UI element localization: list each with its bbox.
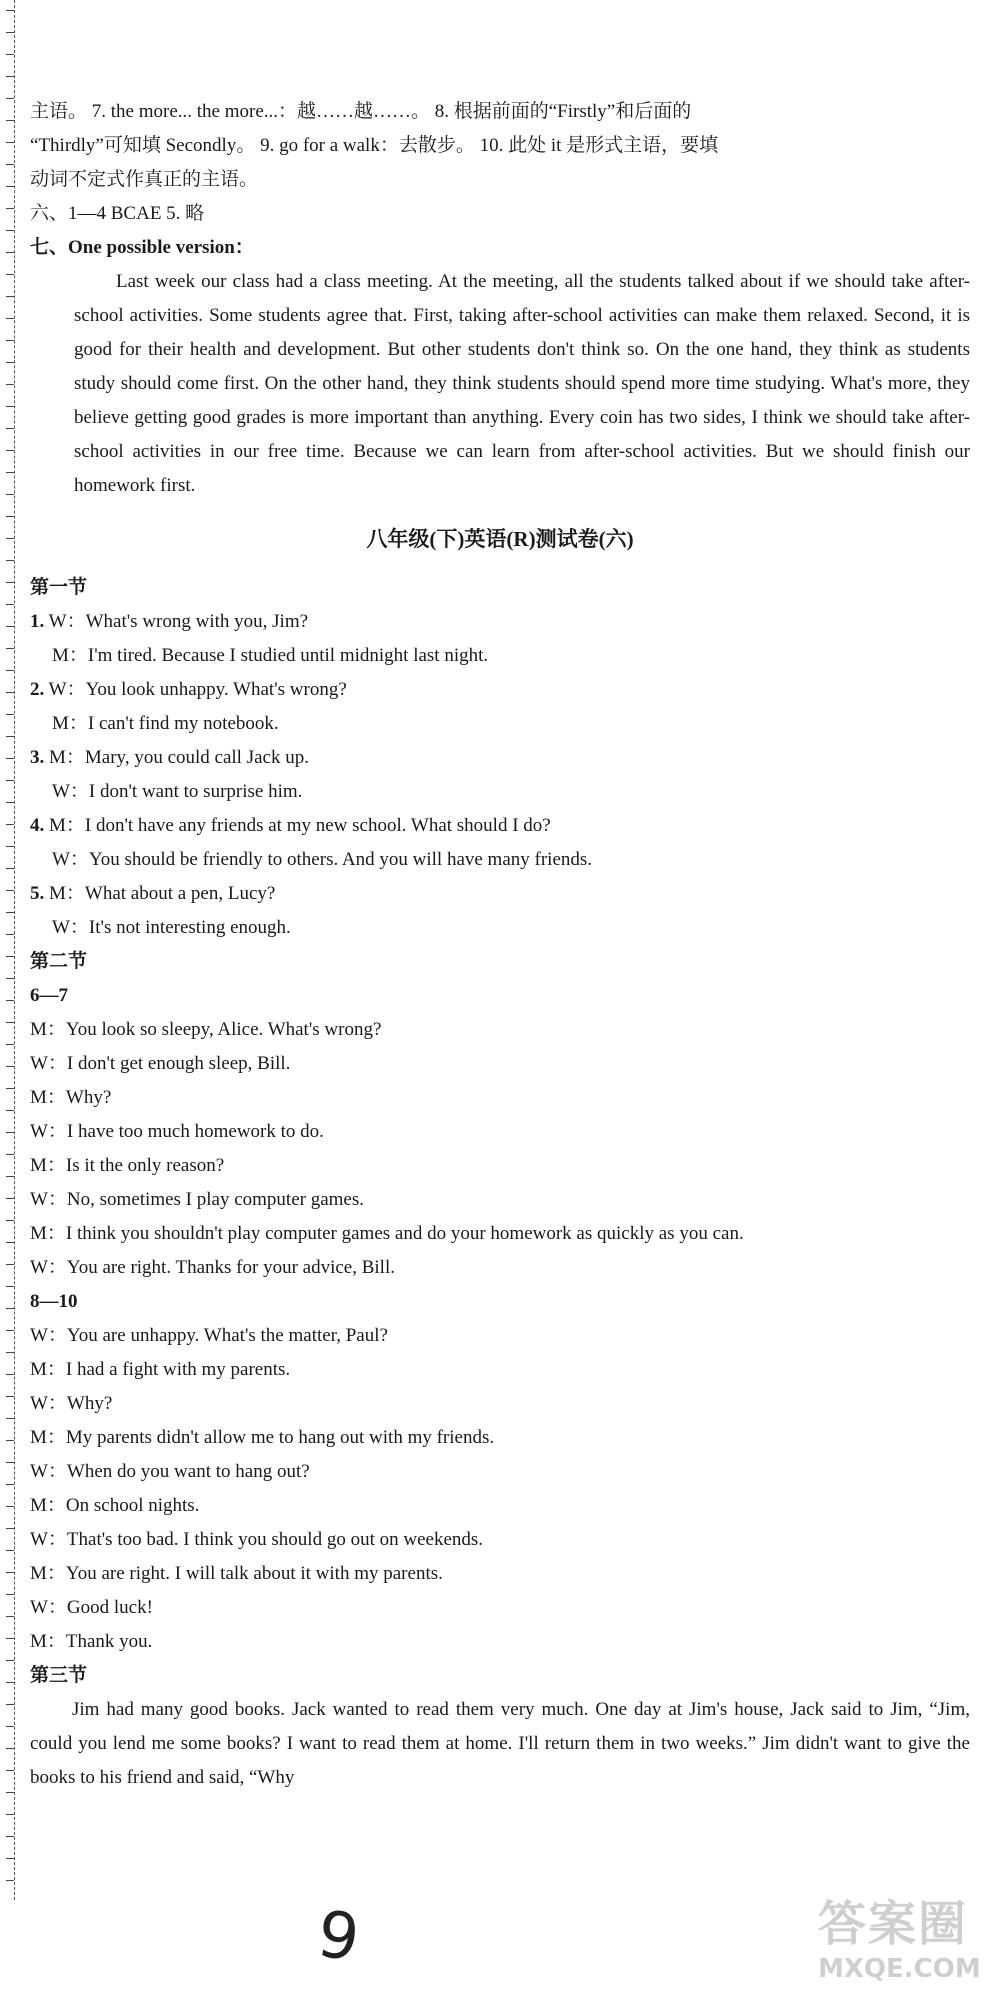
group1-label: 6—7	[30, 985, 68, 1006]
dialogue-line	[30, 741, 970, 775]
dialogue-line: W：When do you want to hang out?	[30, 1461, 310, 1482]
test-title: 八年级(下)英语(R)测试卷(六)	[366, 527, 634, 551]
section-seven-heading: 七、One possible version：	[30, 237, 254, 258]
model-essay: Last week our class had a class meeting. At the meeting, all the students talked about if we should take after-school activities. Some students agree that. First, taking after-school activities can make them relaxed. Second, it is good for their health and development. But other students don't think so. On the one hand, they think as students study should come first. On the other hand, they think students should spend more time studying. What's more, they believe getting good grades is more important than anything. Every coin has two sides, I think we should take after-school activities in our free time. Because we can learn from after-school activities. But we should finish our homework first.	[74, 271, 970, 496]
watermark-logo-text: 答案圈	[818, 1896, 969, 1952]
dialogue-line: W：I don't get enough sleep, Bill.	[30, 1053, 291, 1074]
dialogue-line: W：No, sometimes I play computer games.	[30, 1189, 365, 1210]
part2-heading: 第二节	[30, 951, 88, 972]
item-number: 3.	[30, 747, 45, 768]
dialogue-text: M：Mary, you could call Jack up.	[49, 747, 309, 768]
dialogue-line: W：Why?	[30, 1393, 113, 1414]
dialogue-line	[30, 809, 970, 843]
answer-line: 动词不定式作真正的主语。	[30, 169, 259, 190]
watermark-url: MXQE.COM	[818, 1954, 981, 1984]
answer-line: “Thirdly”可知填 Secondly。 9. go for a walk：去散步。 10. 此处 it 是形式主语，要填	[30, 135, 719, 156]
item-number: 2.	[30, 679, 45, 700]
part1-dialogues	[30, 605, 970, 945]
part3-heading: 第三节	[30, 1665, 88, 1686]
dialogue-line: M：I think you shouldn't play computer games and do your homework as quickly as you can.	[30, 1223, 744, 1244]
dialogue-line: W：Good luck!	[30, 1597, 153, 1618]
dialogue-line	[30, 877, 970, 911]
watermark-logo	[818, 1885, 988, 1985]
page-number: 9	[313, 1897, 364, 1977]
dialogue-line: W：I have too much homework to do.	[30, 1121, 324, 1142]
document-page	[30, 95, 970, 1795]
dialogue-line	[30, 605, 970, 639]
dialogue-line: M：Thank you.	[30, 1631, 153, 1652]
dialogue-line: W：It's not interesting enough.	[52, 917, 291, 938]
dialogue-line: M：You are right. I will talk about it with my parents.	[30, 1563, 443, 1584]
dialogue-text: W：You look unhappy. What's wrong?	[48, 679, 347, 700]
dialogue-line: M：I had a fight with my parents.	[30, 1359, 291, 1380]
group2-dialogue	[30, 1319, 970, 1659]
section-six-answers: 六、1—4 BCAE 5. 略	[30, 203, 205, 224]
dialogue-line: W：You should be friendly to others. And you will have many friends.	[52, 849, 593, 870]
dialogue-line	[30, 673, 970, 707]
part3-passage: Jim had many good books. Jack wanted to read them very much. One day at Jim's house, Jack said to Jim, “Jim, could you lend me some books? I want to read them at home. I'll return them in two weeks.” Jim didn't want to give the books to his friend and said, “Why	[30, 1699, 970, 1788]
dialogue-line: W：That's too bad. I think you should go out on weekends.	[30, 1529, 484, 1550]
dialogue-line: W：You are unhappy. What's the matter, Paul?	[30, 1325, 388, 1346]
answer-line: 主语。 7. the more... the more...：越……越……。 8. 根据前面的“Firstly”和后面的	[30, 101, 692, 122]
dialogue-line: M：Is it the only reason?	[30, 1155, 225, 1176]
dialogue-text: M：What about a pen, Lucy?	[49, 883, 276, 904]
dialogue-line: M：My parents didn't allow me to hang out with my friends.	[30, 1427, 495, 1448]
binding-margin	[6, 0, 15, 1900]
item-number: 4.	[30, 815, 45, 836]
item-number: 5.	[30, 883, 45, 904]
dialogue-line: M：Why?	[30, 1087, 112, 1108]
dialogue-text: M：I don't have any friends at my new school. What should I do?	[49, 815, 551, 836]
group1-dialogue	[30, 1013, 970, 1285]
dialogue-line: M：On school nights.	[30, 1495, 200, 1516]
dialogue-text: W：What's wrong with you, Jim?	[48, 611, 309, 632]
dialogue-line: M：I can't find my notebook.	[52, 713, 279, 734]
part1-heading: 第一节	[30, 577, 88, 598]
dialogue-line: M：You look so sleepy, Alice. What's wrong?	[30, 1019, 382, 1040]
dialogue-line: W：I don't want to surprise him.	[52, 781, 303, 802]
dialogue-line: W：You are right. Thanks for your advice, Bill.	[30, 1257, 395, 1278]
dialogue-line: M：I'm tired. Because I studied until midnight last night.	[52, 645, 489, 666]
item-number: 1.	[30, 611, 45, 632]
group2-label: 8—10	[30, 1291, 78, 1312]
